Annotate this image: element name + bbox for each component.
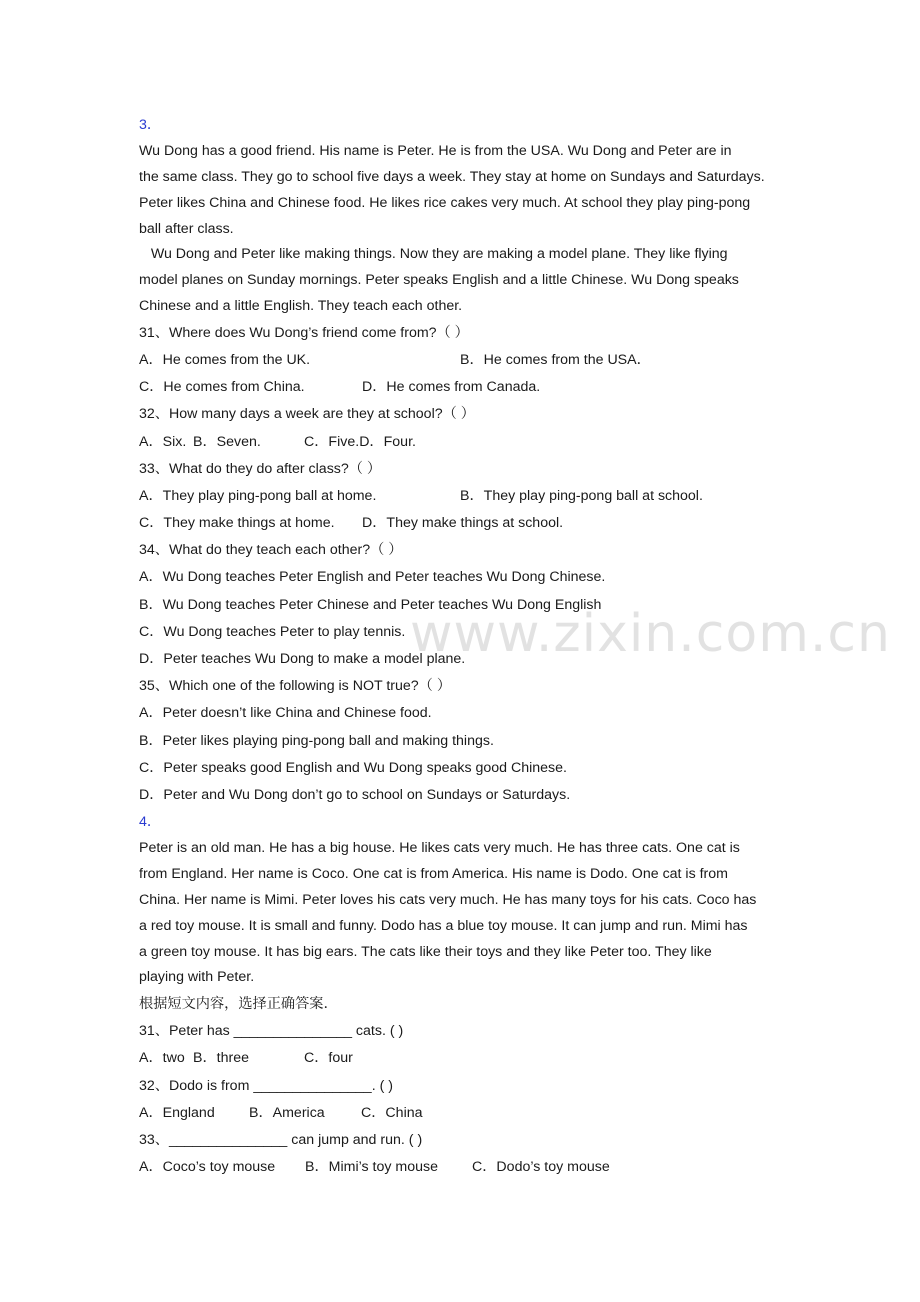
question-33: 33、_______________ can jump and run. ( ) <box>139 1132 423 1149</box>
options-row <box>139 510 799 537</box>
passage-line: China. Her name is Mimi. Peter loves his cats very much. He has many toys for his cats. Coco has <box>139 891 757 908</box>
passage-line: ball after class. <box>139 220 234 237</box>
section-3-passage <box>139 139 799 320</box>
option-d[interactable]: D．Peter and Wu Dong don’t go to school on Sundays or Saturdays. <box>139 786 571 803</box>
option-a[interactable]: A．Six. <box>139 433 187 450</box>
option-a[interactable]: A．He comes from the UK. <box>139 351 311 368</box>
passage-line: playing with Peter. <box>139 969 255 986</box>
section-4-passage <box>139 836 799 991</box>
option-b[interactable]: B．Mimi’s toy mouse <box>305 1159 438 1176</box>
option-d[interactable]: D．He comes from Canada. <box>362 379 541 396</box>
option-a[interactable]: A．They play ping-pong ball at home. <box>139 487 377 504</box>
option-c[interactable]: C．They make things at home. <box>139 515 335 532</box>
document-page <box>139 112 799 1181</box>
option-d[interactable]: D．Four. <box>359 433 416 450</box>
option-c[interactable]: C．Five. <box>304 433 360 450</box>
options-row <box>139 1045 799 1072</box>
option-c[interactable]: C．Peter speaks good English and Wu Dong speaks good Chinese. <box>139 759 567 776</box>
options-row <box>139 1100 799 1127</box>
option-c[interactable]: C．He comes from China. <box>139 379 305 396</box>
question-35: 35、Which one of the following is NOT true?（ ） <box>139 678 452 695</box>
option-a[interactable]: A．England <box>139 1104 215 1121</box>
option-b[interactable]: B．They play ping-pong ball at school. <box>460 487 703 504</box>
passage-line: a red toy mouse. It is small and funny. Dodo has a blue toy mouse. It can jump and run. Mimi has <box>139 917 748 934</box>
options-row <box>139 347 799 374</box>
option-c[interactable]: C．Wu Dong teaches Peter to play tennis. <box>139 623 406 640</box>
option-c[interactable]: C．China <box>361 1104 423 1121</box>
option-a[interactable]: A．Peter doesn’t like China and Chinese food. <box>139 705 432 722</box>
option-b[interactable]: B．Seven. <box>193 433 261 450</box>
options-row <box>139 1154 799 1181</box>
question-31: 31、Where does Wu Dong’s friend come from?（ ） <box>139 324 469 341</box>
options-row <box>139 483 799 510</box>
passage-line: the same class. They go to school five days a week. They stay at home on Sundays and Saturdays. <box>139 168 765 185</box>
section-3-number: 3． <box>139 117 162 133</box>
option-d[interactable]: D．Peter teaches Wu Dong to make a model plane. <box>139 651 466 668</box>
passage-line: Wu Dong has a good friend. His name is Peter. He is from the USA. Wu Dong and Peter are in <box>139 143 732 160</box>
question-32: 32、Dodo is from _______________. ( ) <box>139 1077 393 1094</box>
passage-line: model planes on Sunday mornings. Peter speaks English and a little Chinese. Wu Dong speaks <box>139 272 739 289</box>
instruction: 根据短文内容，选择正确答案. <box>139 996 328 1013</box>
option-a[interactable]: A．Wu Dong teaches Peter English and Peter teaches Wu Dong Chinese. <box>139 569 606 586</box>
question-34: 34、What do they teach each other?（ ） <box>139 542 403 559</box>
section-4-number: 4． <box>139 814 162 831</box>
passage-line: Peter is an old man. He has a big house. He likes cats very much. He has three cats. One cat is <box>139 840 740 857</box>
option-b[interactable]: B．three <box>193 1050 249 1067</box>
option-b[interactable]: B．Peter likes playing ping-pong ball and making things. <box>139 732 494 749</box>
option-c[interactable]: C．Dodo’s toy mouse <box>472 1159 610 1176</box>
passage-line: Wu Dong and Peter like making things. Now they are making a model plane. They like flying <box>139 246 728 263</box>
passage-line: Peter likes China and Chinese food. He likes rice cakes very much. At school they play ping-pong <box>139 194 751 211</box>
passage-line: a green toy mouse. It has big ears. The cats like their toys and they like Peter too. They like <box>139 943 712 960</box>
option-b[interactable]: B．Wu Dong teaches Peter Chinese and Peter teaches Wu Dong English <box>139 596 602 613</box>
passage-line: from England. Her name is Coco. One cat is from America. His name is Dodo. One cat is from <box>139 866 728 883</box>
watermark: www.zixin.com.cn <box>410 604 891 664</box>
question-33: 33、What do they do after class?（ ） <box>139 460 382 477</box>
question-32: 32、How many days a week are they at school?（ ） <box>139 406 475 423</box>
option-d[interactable]: D．They make things at school. <box>362 515 564 532</box>
option-b[interactable]: B．He comes from the USA． <box>460 351 651 368</box>
option-b[interactable]: B．America <box>249 1104 325 1121</box>
option-c[interactable]: C．four <box>304 1050 353 1067</box>
options-row <box>139 374 799 401</box>
options-row <box>139 429 799 456</box>
passage-line: Chinese and a little English. They teach each other. <box>139 297 463 314</box>
option-a[interactable]: A．two <box>139 1050 185 1067</box>
question-31: 31、Peter has _______________ cats. ( ) <box>139 1023 404 1040</box>
option-a[interactable]: A．Coco’s toy mouse <box>139 1159 276 1176</box>
